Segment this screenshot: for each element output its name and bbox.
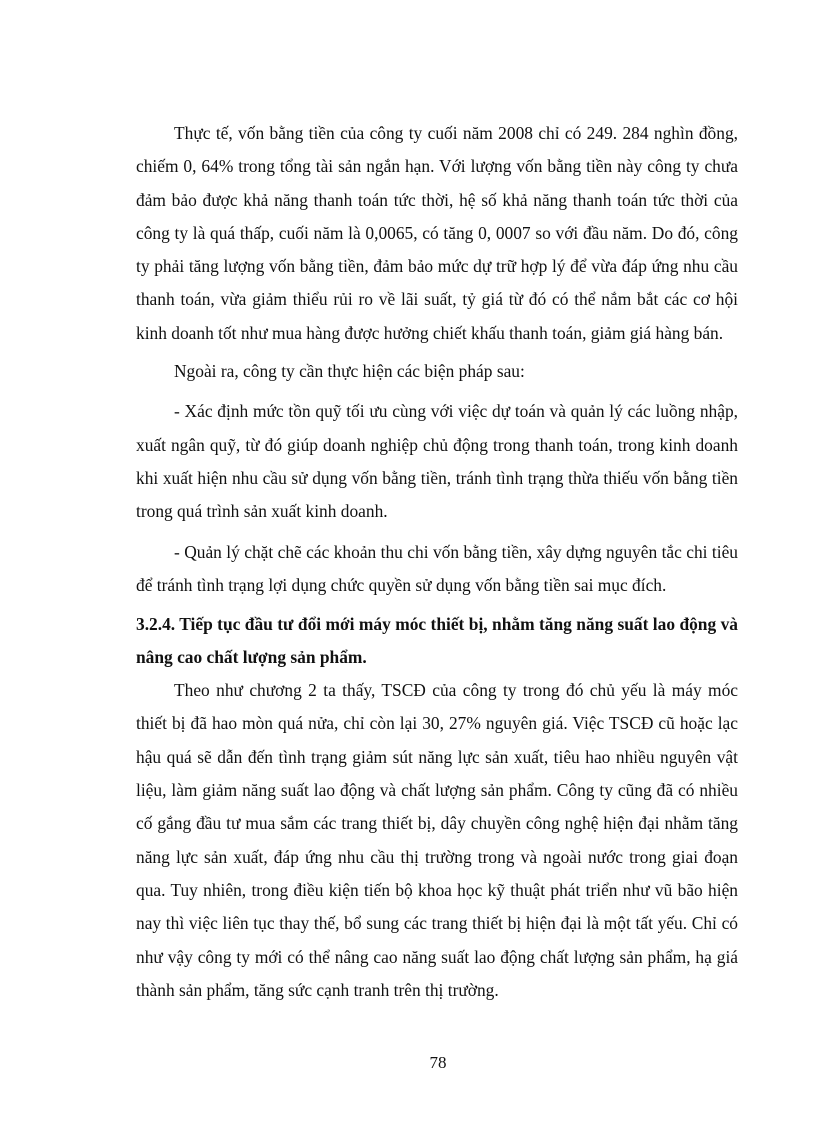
paragraph-cash-capital: Thực tế, vốn bằng tiền của công ty cuối năm 2008 chỉ có 249. 284 nghìn đồng, chiếm 0, 64% trong tổng tài sản ngắn hạn. Với lượng vốn bằng tiền này công ty chưa đảm bảo được khả năng thanh toán tức thời, hệ số khả năng thanh toán tức thời của công ty là quá thấp, cuối năm là 0,0065, có tăng 0, 0007 so với đầu năm. Do đó, công ty phải tăng lượng vốn bằng tiền, đảm bảo mức dự trữ hợp lý để vừa đáp ứng nhu cầu thanh toán, vừa giảm thiểu rủi ro về lãi suất, tỷ giá từ đó có thể nắm bắt các cơ hội kinh doanh tốt như mua hàng được hưởng chiết khấu thanh toán, giảm giá hàng bán. <box>136 123 738 343</box>
section-heading-3-2-4: 3.2.4. Tiếp tục đầu tư đổi mới máy móc thiết bị, nhằm tăng năng suất lao động và nâng cao chất lượng sản phẩm. <box>136 614 738 668</box>
bullet-cash-reserve: - Xác định mức tồn quỹ tối ưu cùng với việc dự toán và quản lý các luồng nhập, xuất ngân quỹ, từ đó giúp doanh nghiệp chủ động trong thanh toán, trong kinh doanh khi xuất hiện nhu cầu sử dụng vốn bằng tiền, tránh tình trạng thừa thiếu vốn bằng tiền trong quá trình sản xuất kinh doanh. <box>136 401 738 522</box>
paragraph-additional-measures: Ngoài ra, công ty cần thực hiện các biện pháp sau: <box>174 361 525 382</box>
page-number: 78 <box>429 1053 447 1072</box>
bullet-spending-control: - Quản lý chặt chẽ các khoản thu chi vốn bằng tiền, xây dựng nguyên tắc chi tiêu để tránh tình trạng lợi dụng chức quyền sử dụng vốn bằng tiền sai mục đích. <box>136 541 738 595</box>
paragraph-fixed-assets: Theo như chương 2 ta thấy, TSCĐ của công ty trong đó chủ yếu là máy móc thiết bị đã hao mòn quá nửa, chỉ còn lại 30, 27% nguyên giá. Việc TSCĐ cũ hoặc lạc hậu quá sẽ dẫn đến tình trạng giảm sút năng lực sản xuất, tiêu hao nhiều nguyên vật liệu, làm giảm năng suất lao động và chất lượng sản phẩm. Công ty cũng đã có nhiều cố gắng đầu tư mua sắm các trang thiết bị, dây chuyền công nghệ hiện đại nhằm tăng năng lực sản xuất, đáp ứng nhu cầu thị trường trong và ngoài nước trong giai đoạn qua. Tuy nhiên, trong điều kiện tiến bộ khoa học kỹ thuật phát triển như vũ bão hiện nay thì việc liên tục thay thế, bổ sung các trang thiết bị hiện đại là một tất yếu. Chỉ có như vậy công ty mới có thể nâng cao năng suất lao động chất lượng sản phẩm, hạ giá thành sản phẩm, tăng sức cạnh tranh trên thị trường. <box>136 680 738 1000</box>
